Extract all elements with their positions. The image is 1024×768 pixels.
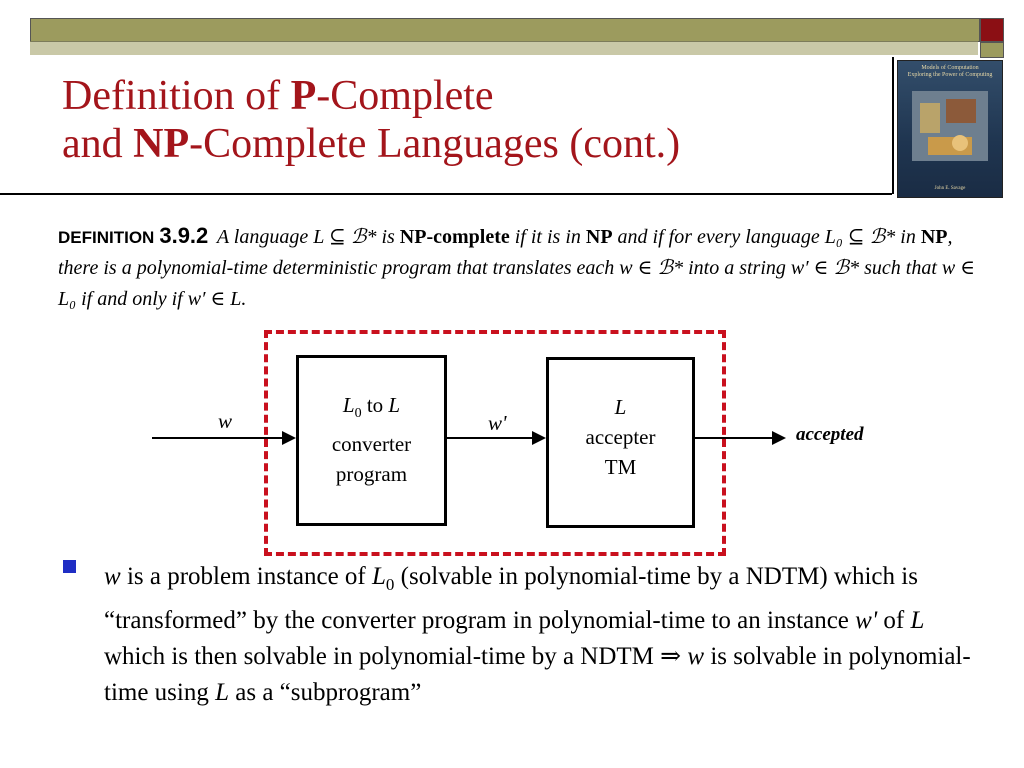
header-bar (30, 18, 980, 42)
title-text: -Complete Languages (cont.) (189, 121, 681, 167)
converter-line-1 (299, 390, 444, 429)
definition-text: if it is in (509, 226, 586, 248)
output-arrow-line (692, 437, 774, 439)
definition-text: and if for every language L₀ ⊆ ℬ* in (612, 226, 921, 248)
definition-np: NP (585, 226, 613, 248)
converter-l0: L (342, 393, 355, 417)
bullet-l: L (215, 679, 230, 706)
converter-line-2: converter (331, 432, 412, 457)
output-label: accepted (796, 424, 864, 445)
definition-number: 3.9.2 (159, 223, 209, 248)
accepter-line-2: accepter (585, 425, 656, 449)
book-illustration-icon (898, 61, 1002, 197)
bullet-w-prime: w' (855, 607, 878, 634)
output-arrow-head-icon (772, 431, 786, 445)
converter-l: L (388, 393, 401, 417)
input-label: w (218, 409, 233, 433)
bullet-span: of (877, 607, 911, 634)
definition-block (58, 220, 978, 315)
vertical-divider (892, 57, 894, 194)
definition-text: A language L ⊆ ℬ* is (216, 226, 400, 248)
book-title-text: Models of Computation (921, 65, 979, 71)
bullet-l: L (372, 563, 386, 590)
book-cover-image (897, 60, 1003, 198)
converter-subscript: 0 (354, 406, 362, 422)
middle-label: w' (488, 411, 507, 435)
bullet-w: w (104, 563, 121, 590)
bullet-subscript: 0 (385, 575, 395, 594)
accepter-line-3: TM (604, 455, 637, 479)
header-bar-shadow (30, 41, 978, 55)
middle-arrow-head-icon (532, 431, 546, 445)
bullet-span: is solvable in polynomial-time using (104, 643, 971, 706)
title-bold-np: NP (133, 121, 190, 167)
input-arrow-head-icon (282, 431, 296, 445)
slide-title (62, 72, 882, 168)
bullet-text (104, 559, 984, 711)
title-text: -Complete (316, 73, 494, 119)
header-square-olive (980, 42, 1004, 58)
converter-to: to (361, 393, 389, 417)
middle-arrow-line (444, 437, 534, 439)
title-line-2 (62, 120, 882, 168)
accepter-tm-box (546, 357, 695, 528)
bullet-square-icon (63, 560, 76, 573)
title-bold-p: P (290, 73, 317, 119)
input-arrow-line (152, 437, 284, 439)
definition-label: DEFINITION (58, 228, 155, 247)
bullet-span: (solvable in polynomial-time by a NDTM) which is “transformed” by the converter program in polynomial-time to an instance (104, 563, 918, 634)
bullet-span: which is then solvable in polynomial-time by a NDTM ⇒ (104, 643, 688, 670)
converter-line-3: program (335, 462, 408, 487)
title-text: and (62, 121, 134, 167)
book-author: John E. Savage (934, 186, 966, 191)
definition-text: , there is a polynomial-time deterministic program that translates each w ∈ ℬ* into a string w′ ∈ ℬ* such that w ∈ L₀ if and only if w′ ∈ L. (58, 226, 976, 310)
definition-np: NP (920, 226, 948, 248)
bullet-l: L (910, 607, 925, 634)
converter-program-box (296, 355, 447, 526)
definition-np-complete: NP-complete (399, 226, 510, 248)
accepter-line-1: L (614, 395, 627, 419)
bullet-w: w (687, 643, 705, 670)
bullet-span: is a problem instance of (120, 563, 373, 590)
bullet-span: as a “subprogram” (229, 679, 422, 706)
title-text: Definition of (62, 73, 291, 119)
book-subtitle-text: Exploring the Power of Computing (907, 72, 993, 78)
title-line-1 (62, 72, 882, 120)
header-square-red (980, 18, 1004, 42)
title-divider (0, 193, 892, 195)
